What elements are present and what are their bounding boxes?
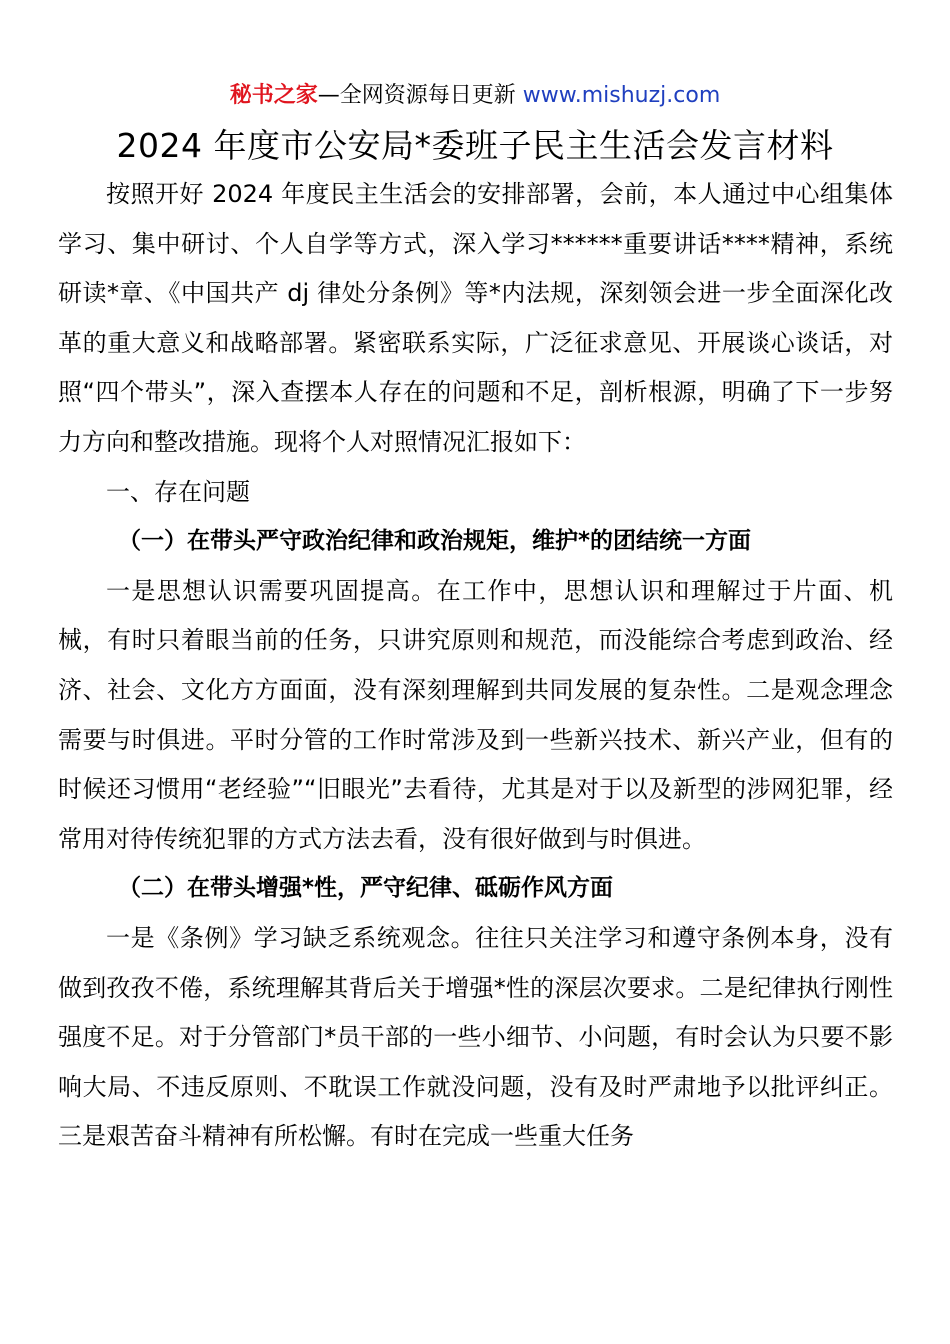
- site-banner: [0, 80, 950, 112]
- document-title: 2024 年度市公安局*委班子民主生活会发言材料: [116, 126, 834, 165]
- banner-tagline: —全网资源每日更新: [317, 83, 523, 108]
- subsection-heading: （一）在带头严守政治纪律和政治规矩，维护*的团结统一方面: [118, 528, 752, 555]
- body-paragraph: 一是《条例》学习缺乏系统观念。往往只关注学习和遵守条例本身，没有做到孜孜不倦，系统理解其背后关于增强*性的深层次要求。二是纪律执行刚性强度不足。对于分管部门*员干部的一些小细节、小问题，有时会认为只要不影响大局、不违反原则、不耽误工作就没问题，没有及时严肃地予以批评纠正。三是艰苦奋斗精神有所松懈。有时在完成一些重大任务: [58, 923, 893, 1151]
- banner-url-link[interactable]: www.mishuzj.com: [522, 83, 721, 108]
- banner-brand: 秘书之家: [229, 83, 318, 108]
- subsection-heading: （二）在带头增强*性，严守纪律、砥砺作风方面: [118, 875, 614, 902]
- document-body: [58, 170, 893, 1162]
- section-heading: 一、存在问题: [106, 477, 250, 506]
- body-paragraph: 一是思想认识需要巩固提高。在工作中，思想认识和理解过于片面、机械，有时只着眼当前的任务，只讲究原则和规范，而没能综合考虑到政治、经济、社会、文化方方面面，没有深刻理解到共同发展的复杂性。二是观念理念需要与时俱进。平时分管的工作时常涉及到一些新兴技术、新兴产业，但有的时候还习惯用“老经验”“旧眼光”去看待，尤其是对于以及新型的涉网犯罪，经常用对待传统犯罪的方式方法去看，没有很好做到与时俱进。: [58, 576, 893, 853]
- intro-paragraph: 按照开好 2024 年度民主生活会的安排部署，会前，本人通过中心组集体学习、集中研讨、个人自学等方式，深入学习******重要讲话****精神，系统研读*章、《中国共产 dj 律处分条例》等*内法规，深刻领会进一步全面深化改革的重大意义和战略部署。紧密联系实际，广泛征求意见、开展谈心谈话，对照“四个带头”，深入查摆本人存在的问题和不足，剖析根源，明确了下一步努力方向和整改措施。现将个人对照情况汇报如下：: [58, 180, 893, 456]
